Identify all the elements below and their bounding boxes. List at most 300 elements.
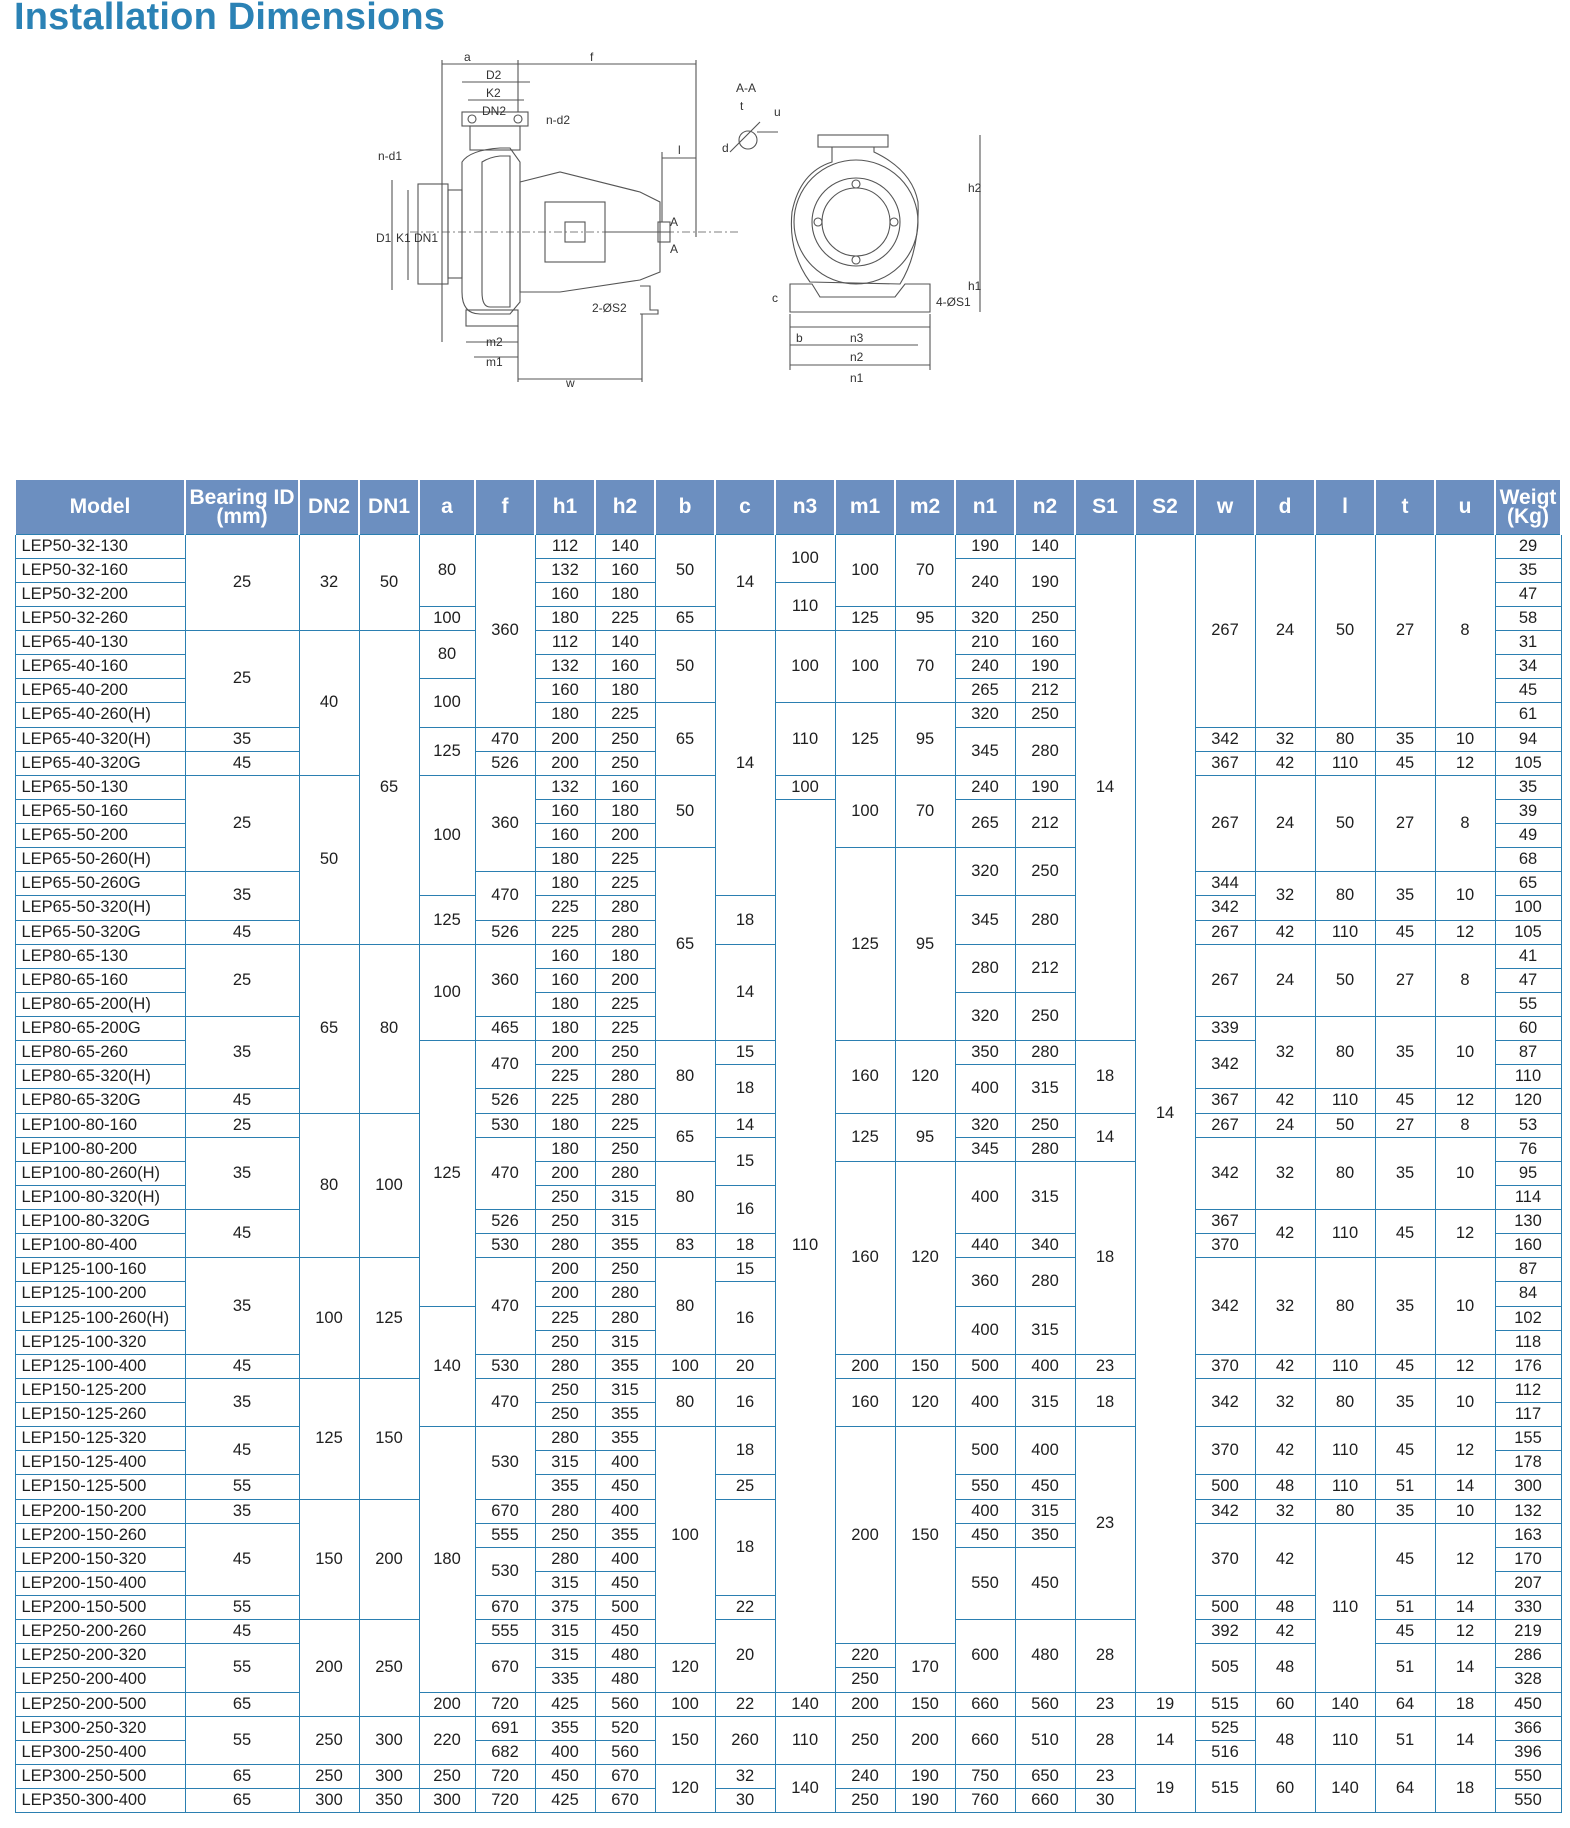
table-cell: 45 — [1375, 1620, 1435, 1644]
dim-m1: m1 — [486, 355, 503, 369]
table-cell: 65 — [185, 1692, 299, 1716]
table-cell: 110 — [1315, 1427, 1375, 1475]
table-cell: 280 — [595, 1282, 655, 1306]
table-cell: 250 — [535, 1330, 595, 1354]
table-cell: 24 — [1255, 1113, 1315, 1137]
table-cell: 64 — [1375, 1764, 1435, 1812]
table-cell: 720 — [475, 1692, 535, 1716]
table-cell: 370 — [1195, 1354, 1255, 1378]
table-cell: 20 — [715, 1620, 775, 1692]
table-cell: 150 — [895, 1354, 955, 1378]
table-cell: 320 — [955, 992, 1015, 1040]
model-cell: LEP100-80-260(H) — [15, 1161, 185, 1185]
table-cell: 112 — [1495, 1378, 1561, 1402]
table-cell: 480 — [1015, 1620, 1075, 1692]
table-cell: 100 — [419, 775, 475, 896]
table-cell: 250 — [1015, 848, 1075, 896]
table-cell: 102 — [1495, 1306, 1561, 1330]
table-cell: 100 — [359, 1113, 419, 1258]
table-cell: 250 — [299, 1764, 359, 1788]
table-cell: 300 — [419, 1789, 475, 1813]
table-cell: 140 — [595, 631, 655, 655]
table-cell: 132 — [535, 655, 595, 679]
table-cell: 375 — [535, 1596, 595, 1620]
table-cell: 370 — [1195, 1523, 1255, 1595]
table-cell: 35 — [185, 727, 299, 751]
table-cell: 16 — [715, 1185, 775, 1233]
table-cell: 48 — [1255, 1475, 1315, 1499]
table-cell: 550 — [1495, 1764, 1561, 1788]
table-cell: 70 — [895, 775, 955, 847]
table-cell: 14 — [1435, 1475, 1495, 1499]
table-cell: 51 — [1375, 1596, 1435, 1620]
table-cell: 32 — [1255, 1137, 1315, 1209]
table-cell: 342 — [1195, 1378, 1255, 1426]
table-cell: 400 — [595, 1499, 655, 1523]
table-cell: 41 — [1495, 944, 1561, 968]
table-cell: 425 — [535, 1789, 595, 1813]
table-cell: 45 — [1375, 920, 1435, 944]
table-cell: 280 — [595, 920, 655, 944]
table-cell: 355 — [535, 1716, 595, 1740]
table-cell: 400 — [1015, 1354, 1075, 1378]
table-cell: 35 — [185, 1378, 299, 1426]
table-cell: 340 — [1015, 1234, 1075, 1258]
model-cell: LEP100-80-320(H) — [15, 1185, 185, 1209]
table-cell: 140 — [1315, 1692, 1375, 1716]
table-cell: 315 — [535, 1451, 595, 1475]
table-cell: 750 — [955, 1764, 1015, 1788]
model-cell: LEP65-50-130 — [15, 775, 185, 799]
table-cell: 225 — [595, 992, 655, 1016]
table-row — [15, 1692, 1561, 1716]
table-cell: 100 — [299, 1258, 359, 1379]
table-cell: 315 — [535, 1644, 595, 1668]
table-cell: 15 — [715, 1041, 775, 1065]
table-cell: 450 — [1015, 1547, 1075, 1619]
table-cell: 190 — [1015, 775, 1075, 799]
header-5: f — [475, 480, 535, 534]
table-cell: 18 — [715, 1065, 775, 1113]
table-cell: 35 — [185, 1017, 299, 1089]
table-cell: 500 — [1195, 1596, 1255, 1620]
table-cell: 29 — [1495, 534, 1561, 558]
table-cell: 370 — [1195, 1427, 1255, 1475]
table-cell: 35 — [1375, 727, 1435, 751]
table-cell: 94 — [1495, 727, 1561, 751]
table-cell: 315 — [595, 1210, 655, 1234]
table-cell: 250 — [835, 1716, 895, 1764]
table-cell: 120 — [655, 1764, 715, 1812]
model-cell: LEP65-50-260(H) — [15, 848, 185, 872]
table-cell: 65 — [299, 944, 359, 1113]
table-cell: 180 — [535, 848, 595, 872]
table-cell: 50 — [1315, 775, 1375, 872]
table-cell: 200 — [299, 1620, 359, 1717]
table-cell: 80 — [1315, 1017, 1375, 1089]
table-cell: 30 — [1075, 1789, 1135, 1813]
table-cell: 45 — [1375, 1089, 1435, 1113]
table-cell: 140 — [419, 1306, 475, 1427]
table-cell: 450 — [595, 1571, 655, 1595]
table-cell: 125 — [419, 727, 475, 775]
model-cell: LEP300-250-400 — [15, 1740, 185, 1764]
model-cell: LEP80-65-200G — [15, 1017, 185, 1041]
table-cell: 200 — [895, 1716, 955, 1764]
table-cell: 60 — [1255, 1692, 1315, 1716]
table-cell: 50 — [1315, 534, 1375, 727]
table-cell: 35 — [1375, 1258, 1435, 1355]
table-cell: 83 — [655, 1234, 715, 1258]
table-cell: 530 — [475, 1354, 535, 1378]
table-cell: 180 — [535, 992, 595, 1016]
dim-DN2: DN2 — [482, 104, 507, 118]
table-cell: 515 — [1195, 1764, 1255, 1812]
table-cell: 190 — [955, 534, 1015, 558]
table-cell: 660 — [1015, 1789, 1075, 1813]
table-cell: 367 — [1195, 751, 1255, 775]
table-cell: 225 — [535, 896, 595, 920]
table-cell: 20 — [715, 1354, 775, 1378]
dim-u: u — [774, 105, 781, 119]
table-cell: 450 — [1495, 1692, 1561, 1716]
table-cell: 112 — [535, 534, 595, 558]
table-cell: 140 — [1015, 534, 1075, 558]
model-cell: LEP250-200-400 — [15, 1668, 185, 1692]
table-cell: 280 — [535, 1427, 595, 1451]
header-22: Weigt (Kg) — [1495, 480, 1561, 534]
table-cell: 110 — [1495, 1065, 1561, 1089]
model-cell: LEP80-65-200(H) — [15, 992, 185, 1016]
table-cell: 45 — [1375, 1427, 1435, 1475]
table-cell: 250 — [1015, 606, 1075, 630]
table-cell: 650 — [1015, 1764, 1075, 1788]
table-cell: 720 — [475, 1789, 535, 1813]
table-cell: 670 — [595, 1764, 655, 1788]
table-cell: 110 — [775, 703, 835, 775]
table-cell: 220 — [835, 1644, 895, 1668]
table-cell: 200 — [835, 1427, 895, 1644]
table-cell: 87 — [1495, 1258, 1561, 1282]
installation-drawing — [376, 50, 1000, 402]
table-cell: 267 — [1195, 775, 1255, 872]
table-cell: 450 — [1015, 1475, 1075, 1499]
table-cell: 12 — [1435, 751, 1495, 775]
table-cell: 100 — [655, 1692, 715, 1716]
table-cell: 344 — [1195, 872, 1255, 896]
table-cell: 180 — [595, 944, 655, 968]
table-cell: 280 — [1015, 1041, 1075, 1065]
table-cell: 250 — [595, 727, 655, 751]
table-cell: 315 — [1015, 1306, 1075, 1354]
table-cell: 691 — [475, 1716, 535, 1740]
table-cell: 400 — [955, 1499, 1015, 1523]
model-cell: LEP200-150-320 — [15, 1547, 185, 1571]
table-cell: 550 — [955, 1547, 1015, 1619]
table-cell: 300 — [359, 1764, 419, 1788]
table-cell: 470 — [475, 1041, 535, 1089]
table-cell: 355 — [595, 1234, 655, 1258]
table-cell: 23 — [1075, 1354, 1135, 1378]
table-cell: 32 — [1255, 872, 1315, 920]
table-cell: 15 — [715, 1258, 775, 1282]
table-cell: 45 — [185, 920, 299, 944]
table-cell: 19 — [1135, 1692, 1195, 1716]
table-cell: 12 — [1435, 1210, 1495, 1258]
table-cell: 250 — [835, 1789, 895, 1813]
table-cell: 18 — [1435, 1692, 1495, 1716]
table-cell: 125 — [359, 1258, 419, 1379]
table-cell: 80 — [1315, 1258, 1375, 1355]
table-cell: 42 — [1255, 1523, 1315, 1595]
table-cell: 526 — [475, 1089, 535, 1113]
table-cell: 24 — [1255, 534, 1315, 727]
table-cell: 65 — [655, 1113, 715, 1161]
section-a-a: A-A — [736, 81, 757, 95]
table-cell: 32 — [1255, 727, 1315, 751]
table-cell: 18 — [715, 1499, 775, 1596]
table-cell: 23 — [1075, 1427, 1135, 1620]
table-cell: 500 — [955, 1354, 1015, 1378]
table-cell: 47 — [1495, 582, 1561, 606]
table-cell: 110 — [1315, 1523, 1375, 1692]
table-cell: 225 — [535, 1089, 595, 1113]
table-cell: 110 — [1315, 1210, 1375, 1258]
table-cell: 23 — [1075, 1692, 1135, 1716]
table-cell: 320 — [955, 606, 1015, 630]
table-cell: 355 — [595, 1427, 655, 1451]
table-cell: 200 — [419, 1692, 475, 1716]
table-cell: 42 — [1255, 1210, 1315, 1258]
table-cell: 315 — [1015, 1065, 1075, 1113]
table-cell: 110 — [1315, 1716, 1375, 1764]
table-cell: 280 — [1015, 896, 1075, 944]
table-cell: 31 — [1495, 631, 1561, 655]
table-cell: 25 — [185, 944, 299, 1016]
model-cell: LEP150-125-260 — [15, 1403, 185, 1427]
header-2: DN2 — [299, 480, 359, 534]
table-cell: 200 — [595, 824, 655, 848]
table-cell: 80 — [655, 1041, 715, 1113]
table-cell: 450 — [595, 1475, 655, 1499]
table-cell: 525 — [1195, 1716, 1255, 1740]
table-cell: 320 — [955, 703, 1015, 727]
table-cell: 300 — [299, 1789, 359, 1813]
model-cell: LEP100-80-400 — [15, 1234, 185, 1258]
table-cell: 14 — [715, 1113, 775, 1137]
table-cell: 355 — [595, 1523, 655, 1547]
table-cell: 660 — [955, 1692, 1015, 1716]
table-cell: 240 — [955, 775, 1015, 799]
header-10: n3 — [775, 480, 835, 534]
dim-a: a — [464, 50, 471, 64]
table-cell: 47 — [1495, 968, 1561, 992]
table-cell: 25 — [185, 631, 299, 728]
table-row — [15, 775, 1561, 799]
table-cell: 560 — [595, 1740, 655, 1764]
table-row — [15, 534, 1561, 558]
table-cell: 51 — [1375, 1716, 1435, 1764]
table-cell: 110 — [1315, 1354, 1375, 1378]
table-cell: 48 — [1255, 1716, 1315, 1764]
table-cell: 110 — [1315, 920, 1375, 944]
section-mark-a-bottom: A — [670, 242, 679, 256]
model-cell: LEP80-65-320G — [15, 1089, 185, 1113]
table-cell: 80 — [655, 1378, 715, 1426]
table-cell: 760 — [955, 1789, 1015, 1813]
table-cell: 120 — [1495, 1089, 1561, 1113]
dimensions-table — [14, 480, 1562, 1813]
table-cell: 600 — [955, 1620, 1015, 1692]
table-cell: 120 — [895, 1161, 955, 1354]
model-cell: LEP250-200-260 — [15, 1620, 185, 1644]
table-cell: 280 — [1015, 1258, 1075, 1306]
table-cell: 280 — [535, 1354, 595, 1378]
table-cell: 345 — [955, 1137, 1015, 1161]
dim-f: f — [590, 50, 594, 64]
table-cell: 315 — [535, 1571, 595, 1595]
table-cell: 10 — [1435, 872, 1495, 920]
table-cell: 210 — [955, 631, 1015, 655]
table-cell: 110 — [1315, 1475, 1375, 1499]
model-cell: LEP125-100-160 — [15, 1258, 185, 1282]
table-cell: 225 — [535, 1306, 595, 1330]
table-cell: 140 — [775, 1764, 835, 1812]
table-cell: 212 — [1015, 679, 1075, 703]
model-cell: LEP200-150-260 — [15, 1523, 185, 1547]
table-cell: 14 — [1435, 1596, 1495, 1620]
table-cell: 150 — [359, 1378, 419, 1499]
model-cell: LEP65-40-320(H) — [15, 727, 185, 751]
table-cell: 61 — [1495, 703, 1561, 727]
header-12: m2 — [895, 480, 955, 534]
table-cell: 14 — [1135, 534, 1195, 1692]
table-cell: 14 — [1435, 1644, 1495, 1692]
table-cell: 160 — [835, 1161, 895, 1354]
table-cell: 12 — [1435, 1354, 1495, 1378]
table-cell: 470 — [475, 727, 535, 751]
table-cell: 516 — [1195, 1740, 1255, 1764]
table-cell: 132 — [535, 775, 595, 799]
table-cell: 87 — [1495, 1041, 1561, 1065]
table-cell: 95 — [1495, 1161, 1561, 1185]
table-cell: 190 — [1015, 655, 1075, 679]
table-cell: 240 — [955, 655, 1015, 679]
table-cell: 140 — [595, 534, 655, 558]
table-cell: 450 — [535, 1764, 595, 1788]
table-cell: 225 — [595, 872, 655, 896]
table-cell: 400 — [535, 1740, 595, 1764]
table-cell: 250 — [595, 751, 655, 775]
table-cell: 250 — [1015, 1113, 1075, 1137]
table-cell: 219 — [1495, 1620, 1561, 1644]
table-cell: 480 — [595, 1668, 655, 1692]
table-cell: 70 — [895, 631, 955, 703]
table-cell: 530 — [475, 1113, 535, 1137]
table-cell: 342 — [1195, 896, 1255, 920]
table-cell: 140 — [775, 1692, 835, 1716]
table-cell: 670 — [595, 1789, 655, 1813]
table-cell: 8 — [1435, 534, 1495, 727]
table-cell: 370 — [1195, 1234, 1255, 1258]
table-cell: 55 — [1495, 992, 1561, 1016]
table-cell: 55 — [185, 1716, 299, 1764]
table-cell: 280 — [955, 944, 1015, 992]
table-cell: 45 — [1375, 1523, 1435, 1595]
table-cell: 84 — [1495, 1282, 1561, 1306]
dim-b: b — [796, 331, 803, 345]
table-cell: 280 — [595, 1065, 655, 1089]
table-cell: 53 — [1495, 1113, 1561, 1137]
model-cell: LEP100-80-160 — [15, 1113, 185, 1137]
table-cell: 280 — [535, 1547, 595, 1571]
dim-D2: D2 — [486, 68, 502, 82]
table-cell: 14 — [1435, 1716, 1495, 1764]
table-cell: 70 — [895, 534, 955, 606]
table-cell: 500 — [595, 1596, 655, 1620]
table-cell: 225 — [535, 920, 595, 944]
table-cell: 160 — [1015, 631, 1075, 655]
table-cell: 250 — [535, 1210, 595, 1234]
table-cell: 170 — [895, 1644, 955, 1692]
table-cell: 32 — [299, 534, 359, 631]
table-cell: 10 — [1435, 727, 1495, 751]
table-cell: 27 — [1375, 534, 1435, 727]
model-cell: LEP125-100-260(H) — [15, 1306, 185, 1330]
table-cell: 225 — [595, 1017, 655, 1041]
table-cell: 176 — [1495, 1354, 1561, 1378]
table-cell: 320 — [955, 1113, 1015, 1137]
table-cell: 42 — [1255, 751, 1315, 775]
table-cell: 267 — [1195, 1113, 1255, 1137]
table-cell: 190 — [895, 1764, 955, 1788]
model-cell: LEP65-50-260G — [15, 872, 185, 896]
table-cell: 330 — [1495, 1596, 1561, 1620]
table-cell: 250 — [595, 1137, 655, 1161]
model-cell: LEP65-40-160 — [15, 655, 185, 679]
table-cell: 280 — [595, 1161, 655, 1185]
table-cell: 225 — [595, 848, 655, 872]
table-cell: 360 — [475, 775, 535, 872]
table-cell: 160 — [595, 655, 655, 679]
table-cell: 35 — [185, 872, 299, 920]
table-cell: 360 — [955, 1258, 1015, 1306]
table-cell: 34 — [1495, 655, 1561, 679]
table-cell: 150 — [299, 1499, 359, 1620]
table-cell: 14 — [715, 534, 775, 631]
table-cell: 265 — [955, 679, 1015, 703]
table-cell: 315 — [595, 1185, 655, 1209]
table-cell: 112 — [535, 631, 595, 655]
table-cell: 32 — [715, 1764, 775, 1788]
table-cell: 45 — [185, 1354, 299, 1378]
header-9: c — [715, 480, 775, 534]
dim-w: w — [566, 376, 575, 390]
table-cell: 10 — [1435, 1378, 1495, 1426]
table-cell: 12 — [1435, 1089, 1495, 1113]
table-cell: 480 — [595, 1644, 655, 1668]
table-cell: 180 — [595, 679, 655, 703]
table-cell: 42 — [1255, 1354, 1315, 1378]
table-cell: 80 — [419, 534, 475, 606]
model-cell: LEP300-250-500 — [15, 1764, 185, 1788]
page-title: Installation Dimensions — [14, 0, 446, 38]
header-0: Model — [15, 480, 185, 534]
table-cell: 200 — [835, 1692, 895, 1716]
table-cell: 200 — [359, 1499, 419, 1620]
table-cell: 65 — [655, 848, 715, 1041]
model-cell: LEP50-32-130 — [15, 534, 185, 558]
